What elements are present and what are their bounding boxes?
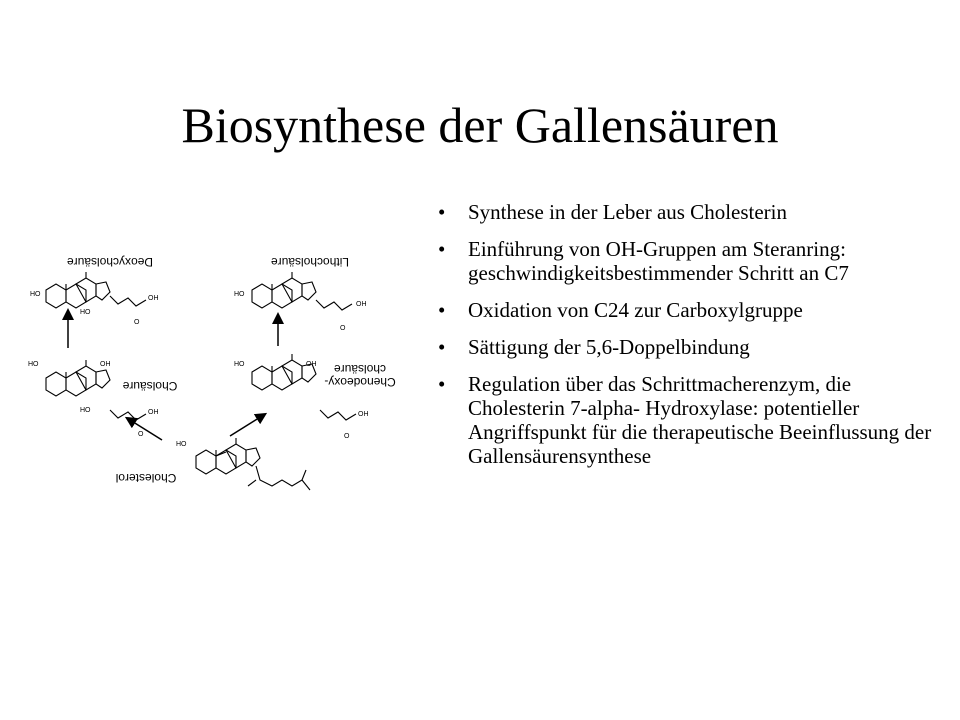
oh-label: OH (356, 301, 367, 308)
bullet-item: • Regulation über das Schrittmacherenzym, die Cholesterin 7-alpha- Hydroxylase: potentieller Angriffspunkt für die therapeutische Beeinflussung der Gallensäurensynthese (438, 372, 938, 468)
deoxycholsaeure-label: Deoxycholsäure (66, 255, 154, 269)
deoxycholic-acid-structure (30, 255, 159, 326)
chenodeoxy-label-line1: Chenodeoxy- (324, 375, 396, 389)
bullet-item: • Synthese in der Leber aus Cholesterin (438, 200, 938, 224)
bullet-list (438, 200, 938, 481)
lithocholsaeure-label: Lithocholsäure (270, 255, 350, 269)
lithocholic-acid-structure (234, 255, 367, 332)
o-label: O (134, 319, 140, 326)
oh-label: OH (148, 409, 159, 416)
ho-label: HO (234, 291, 245, 298)
oh-label: OH (148, 295, 159, 302)
bullet-item: • Oxidation von C24 zur Carboxylgruppe (438, 298, 938, 322)
ho-label: HO (80, 309, 91, 316)
o-label: O (344, 433, 350, 440)
ho-label: HO (30, 291, 41, 298)
reaction-arrow (230, 416, 262, 436)
bullet-item: • Einführung von OH-Gruppen am Steranring: geschwindigkeitsbestimmender Schritt an C7 (438, 237, 938, 285)
oh-label: OH (100, 361, 111, 368)
chenodeoxy-label-line2: cholsäure (333, 362, 387, 376)
bullet-item: • Sättigung der 5,6-Doppelbindung (438, 335, 938, 359)
o-label: O (138, 431, 144, 438)
ho-label: HO (80, 407, 91, 414)
oh-label: OH (306, 361, 317, 368)
ho-label: HO (28, 361, 39, 368)
ho-label: HO (234, 361, 245, 368)
slide-title: Biosynthese der Gallensäuren (181, 97, 779, 153)
chenodeoxycholic-acid-structure (234, 354, 396, 440)
bile-acid-biosynthesis-diagram (20, 240, 420, 530)
cholesterol-label: Cholesterol (115, 471, 177, 485)
o-label: O (340, 325, 346, 332)
oh-label: OH (358, 411, 369, 418)
cholic-acid-structure (28, 360, 177, 438)
reaction-arrow (130, 420, 162, 440)
ho-label: HO (176, 441, 187, 448)
cholsaeure-label: Cholsäure (122, 379, 178, 393)
cholesterol-structure (116, 438, 310, 490)
